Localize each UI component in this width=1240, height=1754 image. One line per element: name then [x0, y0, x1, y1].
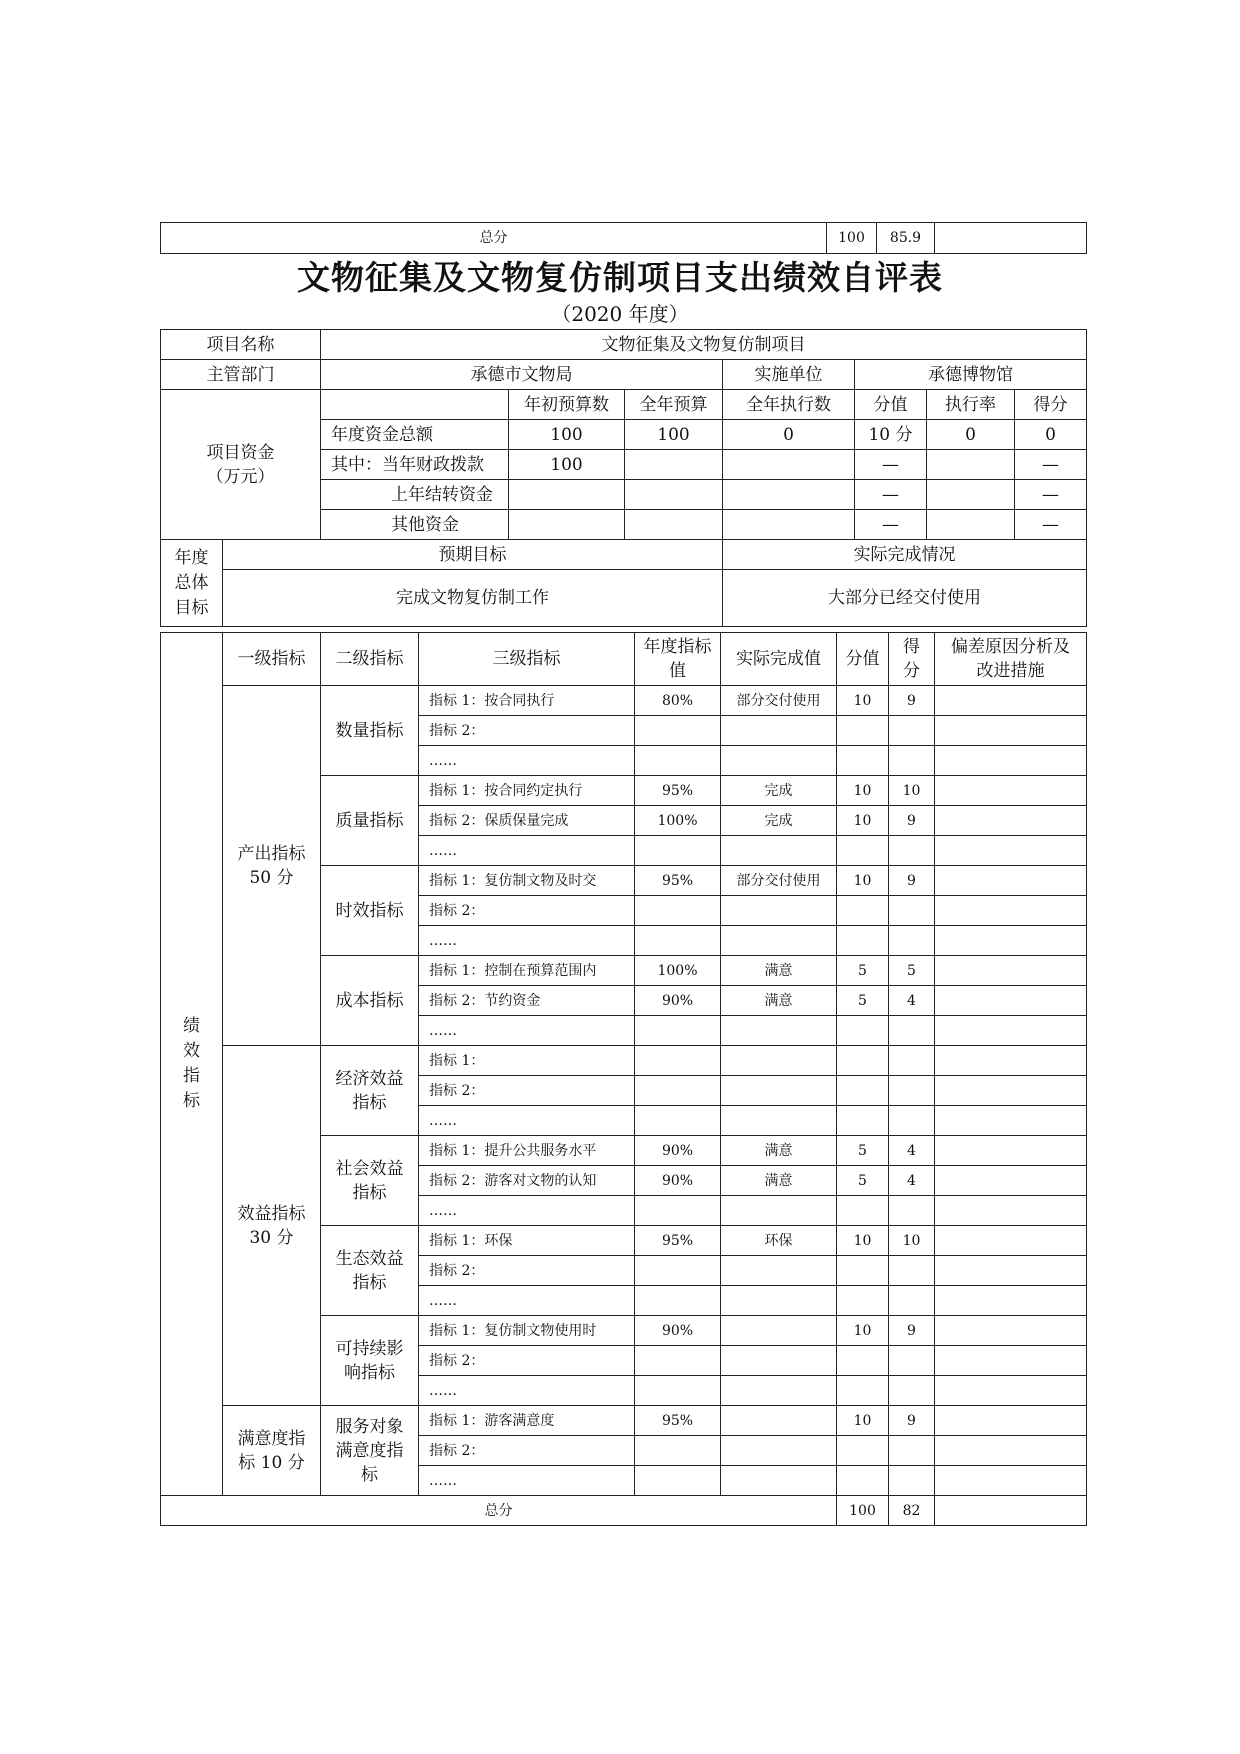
- indicator-actual: [721, 716, 837, 746]
- indicator-score: [889, 1196, 935, 1226]
- indicator-note: [935, 1046, 1087, 1076]
- level3-indicator: 指标 2：保质保量完成: [419, 806, 635, 836]
- indicator-value: [837, 1346, 889, 1376]
- indicator-target: [635, 1376, 721, 1406]
- indicator-value: 10: [837, 1316, 889, 1346]
- indicator-note: [935, 1016, 1087, 1046]
- level3-indicator: ……: [419, 746, 635, 776]
- funds-cell: —: [855, 450, 927, 480]
- indicator-target: [635, 716, 721, 746]
- indicator-target: [635, 1466, 721, 1496]
- funds-cell: [509, 480, 625, 510]
- indicator-note: [935, 1406, 1087, 1436]
- indicator-value: [837, 926, 889, 956]
- indicator-value: [837, 1256, 889, 1286]
- level2-indicator: 时效指标: [321, 866, 419, 956]
- indicator-actual: [721, 896, 837, 926]
- funds-cell: [723, 510, 855, 540]
- indicator-target: 90%: [635, 1166, 721, 1196]
- perf-total-value: 100: [837, 1496, 889, 1526]
- indicator-actual: [721, 1466, 837, 1496]
- indicator-score: 9: [889, 1316, 935, 1346]
- indicator-target: 95%: [635, 1406, 721, 1436]
- indicator-actual: [721, 1256, 837, 1286]
- indicator-target: [635, 1016, 721, 1046]
- level3-indicator: 指标 2：: [419, 1076, 635, 1106]
- indicator-score: [889, 1376, 935, 1406]
- level3-indicator: ……: [419, 1196, 635, 1226]
- funds-cell: —: [1015, 480, 1087, 510]
- indicator-note: [935, 1256, 1087, 1286]
- indicator-score: [889, 1256, 935, 1286]
- indicator-actual: [721, 1346, 837, 1376]
- indicator-actual: [721, 1016, 837, 1046]
- previous-total-score: 85.9: [877, 223, 935, 254]
- funds-cell: [927, 450, 1015, 480]
- indicator-actual: [721, 1436, 837, 1466]
- level1-indicator: 满意度指标 10 分: [223, 1406, 321, 1496]
- goal-actual-label: 实际完成情况: [723, 540, 1087, 570]
- perf-total-note: [935, 1496, 1087, 1526]
- indicator-note: [935, 1466, 1087, 1496]
- funds-cell: 0: [723, 420, 855, 450]
- indicator-note: [935, 1076, 1087, 1106]
- indicator-actual: [721, 1076, 837, 1106]
- level3-indicator: 指标 2：: [419, 1436, 635, 1466]
- perf-header: 分值: [837, 633, 889, 686]
- indicator-actual: [721, 1286, 837, 1316]
- indicator-target: [635, 1076, 721, 1106]
- indicator-note: [935, 1316, 1087, 1346]
- funds-row-label: 其他资金: [321, 510, 509, 540]
- indicator-target: 100%: [635, 956, 721, 986]
- indicator-actual: [721, 1196, 837, 1226]
- funds-cell: 100: [509, 450, 625, 480]
- level3-indicator: 指标 2：: [419, 1256, 635, 1286]
- indicator-target: 90%: [635, 1316, 721, 1346]
- indicator-value: 5: [837, 956, 889, 986]
- indicator-score: [889, 716, 935, 746]
- indicator-note: [935, 1376, 1087, 1406]
- indicator-note: [935, 746, 1087, 776]
- level3-indicator: ……: [419, 1286, 635, 1316]
- goal-expected-value: 完成文物复仿制工作: [223, 570, 723, 627]
- page-subtitle: （2020 年度）: [551, 302, 689, 326]
- level2-indicator: 生态效益指标: [321, 1226, 419, 1316]
- indicator-note: [935, 1106, 1087, 1136]
- indicator-score: 9: [889, 686, 935, 716]
- funds-cell: 100: [625, 420, 723, 450]
- indicator-score: [889, 1076, 935, 1106]
- indicator-value: [837, 716, 889, 746]
- funds-header: 得分: [1015, 390, 1087, 420]
- funds-header: 年初预算数: [509, 390, 625, 420]
- indicator-value: [837, 896, 889, 926]
- funds-cell: [509, 510, 625, 540]
- funds-cell: 0: [1015, 420, 1087, 450]
- level3-indicator: 指标 2：节约资金: [419, 986, 635, 1016]
- indicator-actual: 满意: [721, 1136, 837, 1166]
- perf-total-score: 82: [889, 1496, 935, 1526]
- indicator-note: [935, 776, 1087, 806]
- indicator-value: 10: [837, 776, 889, 806]
- previous-total-table: [160, 222, 1087, 254]
- perf-header: 一级指标: [223, 633, 321, 686]
- dept-label: 主管部门: [161, 360, 321, 390]
- annual-goal-label: 年度总体目标: [161, 540, 223, 627]
- indicator-target: [635, 1106, 721, 1136]
- perf-header: 三级指标: [419, 633, 635, 686]
- funds-cell: [927, 510, 1015, 540]
- indicator-target: 90%: [635, 1136, 721, 1166]
- project-name-label: 项目名称: [161, 330, 321, 360]
- level1-indicator: 产出指标 50 分: [223, 686, 321, 1046]
- indicator-score: [889, 836, 935, 866]
- previous-total-row: [161, 223, 1087, 254]
- indicator-score: 5: [889, 956, 935, 986]
- indicator-note: [935, 956, 1087, 986]
- indicator-note: [935, 836, 1087, 866]
- level2-indicator: 经济效益指标: [321, 1046, 419, 1136]
- indicator-value: 5: [837, 1136, 889, 1166]
- perf-header: 得分: [889, 633, 935, 686]
- indicator-value: 10: [837, 1226, 889, 1256]
- indicator-score: [889, 1286, 935, 1316]
- indicator-target: 100%: [635, 806, 721, 836]
- indicator-value: 10: [837, 866, 889, 896]
- indicator-note: [935, 1346, 1087, 1376]
- indicator-value: 10: [837, 806, 889, 836]
- funds-row-label: 其中：当年财政拨款: [321, 450, 509, 480]
- indicator-score: [889, 1436, 935, 1466]
- funds-label: 项目资金（万元）: [161, 390, 321, 540]
- level2-indicator: 可持续影响指标: [321, 1316, 419, 1406]
- indicator-note: [935, 716, 1087, 746]
- funds-cell: [625, 510, 723, 540]
- indicator-score: [889, 1466, 935, 1496]
- level3-indicator: 指标 2：: [419, 896, 635, 926]
- funds-cell: [625, 480, 723, 510]
- indicator-value: [837, 746, 889, 776]
- goal-expected-label: 预期目标: [223, 540, 723, 570]
- indicator-score: [889, 1346, 935, 1376]
- level2-indicator: 服务对象满意度指标: [321, 1406, 419, 1496]
- funds-row-label: 年度资金总额: [321, 420, 509, 450]
- indicator-note: [935, 866, 1087, 896]
- indicator-value: [837, 836, 889, 866]
- level3-indicator: 指标 2：: [419, 1346, 635, 1376]
- level2-indicator: 质量指标: [321, 776, 419, 866]
- indicator-target: [635, 1196, 721, 1226]
- funds-cell: —: [855, 510, 927, 540]
- indicator-actual: 满意: [721, 986, 837, 1016]
- indicator-target: [635, 1256, 721, 1286]
- page-title: 文物征集及文物复仿制项目支出绩效自评表: [297, 258, 943, 297]
- funds-cell: [723, 450, 855, 480]
- level2-indicator: 社会效益指标: [321, 1136, 419, 1226]
- level1-indicator: 效益指标 30 分: [223, 1046, 321, 1406]
- indicator-target: [635, 1046, 721, 1076]
- indicator-note: [935, 926, 1087, 956]
- perf-total-label: 总分: [161, 1496, 837, 1526]
- indicator-score: 9: [889, 806, 935, 836]
- level3-indicator: ……: [419, 1106, 635, 1136]
- indicator-value: 5: [837, 986, 889, 1016]
- goal-actual-value: 大部分已经交付使用: [723, 570, 1087, 627]
- funds-cell: [625, 450, 723, 480]
- indicator-target: [635, 1286, 721, 1316]
- indicator-target: [635, 1346, 721, 1376]
- indicator-row: [161, 1406, 1087, 1436]
- indicator-actual: 满意: [721, 956, 837, 986]
- indicator-value: 10: [837, 1406, 889, 1436]
- indicator-score: [889, 1016, 935, 1046]
- funds-header: 分值: [855, 390, 927, 420]
- indicator-actual: [721, 926, 837, 956]
- previous-total-label: 总分: [161, 223, 827, 254]
- indicator-value: [837, 1076, 889, 1106]
- indicator-target: [635, 746, 721, 776]
- indicator-value: [837, 1106, 889, 1136]
- indicator-value: [837, 1286, 889, 1316]
- level2-indicator: 数量指标: [321, 686, 419, 776]
- indicator-value: [837, 1466, 889, 1496]
- level3-indicator: 指标 1：环保: [419, 1226, 635, 1256]
- perf-header-row: [161, 633, 1087, 686]
- indicator-value: [837, 1046, 889, 1076]
- indicator-value: [837, 1376, 889, 1406]
- level3-indicator: 指标 1：控制在预算范围内: [419, 956, 635, 986]
- indicator-actual: [721, 746, 837, 776]
- funds-header: 执行率: [927, 390, 1015, 420]
- indicator-score: [889, 896, 935, 926]
- indicator-score: [889, 926, 935, 956]
- funds-header-blank: [321, 390, 509, 420]
- level3-indicator: 指标 1：提升公共服务水平: [419, 1136, 635, 1166]
- indicator-score: 9: [889, 866, 935, 896]
- level3-indicator: ……: [419, 1466, 635, 1496]
- perf-header: 实际完成值: [721, 633, 837, 686]
- previous-total-value: 100: [827, 223, 877, 254]
- indicator-actual: 完成: [721, 806, 837, 836]
- level3-indicator: 指标 1：游客满意度: [419, 1406, 635, 1436]
- level3-indicator: ……: [419, 1016, 635, 1046]
- perf-total-row: [161, 1496, 1087, 1526]
- level3-indicator: 指标 2：: [419, 716, 635, 746]
- level3-indicator: 指标 1：复仿制文物使用时: [419, 1316, 635, 1346]
- funds-row-label: 上年结转资金: [321, 480, 509, 510]
- indicator-actual: 部分交付使用: [721, 686, 837, 716]
- perf-header: 偏差原因分析及改进措施: [935, 633, 1087, 686]
- indicator-row: [161, 686, 1087, 716]
- perf-header: 年度指标值: [635, 633, 721, 686]
- indicator-actual: [721, 1046, 837, 1076]
- level3-indicator: ……: [419, 836, 635, 866]
- funds-cell: [723, 480, 855, 510]
- indicator-actual: 满意: [721, 1166, 837, 1196]
- indicator-score: 4: [889, 1136, 935, 1166]
- project-info-table: [160, 329, 1087, 627]
- unit-label: 实施单位: [723, 360, 855, 390]
- indicator-value: [837, 1196, 889, 1226]
- indicator-target: 95%: [635, 1226, 721, 1256]
- indicator-value: 5: [837, 1166, 889, 1196]
- indicator-value: [837, 1016, 889, 1046]
- level3-indicator: 指标 1：按合同执行: [419, 686, 635, 716]
- indicator-score: [889, 1106, 935, 1136]
- funds-cell: —: [1015, 450, 1087, 480]
- indicator-note: [935, 686, 1087, 716]
- indicator-note: [935, 1436, 1087, 1466]
- level3-indicator: ……: [419, 1376, 635, 1406]
- previous-total-note: [935, 223, 1087, 254]
- indicator-score: 9: [889, 1406, 935, 1436]
- indicator-actual: [721, 836, 837, 866]
- indicator-target: 95%: [635, 776, 721, 806]
- indicator-actual: [721, 1376, 837, 1406]
- indicator-target: [635, 836, 721, 866]
- indicator-actual: [721, 1106, 837, 1136]
- funds-cell: —: [855, 480, 927, 510]
- indicator-row: [161, 1046, 1087, 1076]
- funds-cell: 100: [509, 420, 625, 450]
- indicator-target: 95%: [635, 866, 721, 896]
- indicator-note: [935, 1286, 1087, 1316]
- perf-header: 二级指标: [321, 633, 419, 686]
- indicator-score: 4: [889, 1166, 935, 1196]
- performance-indicators-table: [160, 632, 1087, 1526]
- indicator-target: 90%: [635, 986, 721, 1016]
- funds-cell: 0: [927, 420, 1015, 450]
- indicator-value: 10: [837, 686, 889, 716]
- indicator-actual: 完成: [721, 776, 837, 806]
- indicator-target: [635, 1436, 721, 1466]
- indicator-score: 4: [889, 986, 935, 1016]
- level3-indicator: 指标 1：按合同约定执行: [419, 776, 635, 806]
- indicator-actual: 部分交付使用: [721, 866, 837, 896]
- level3-indicator: 指标 1：: [419, 1046, 635, 1076]
- indicator-actual: 环保: [721, 1226, 837, 1256]
- indicator-note: [935, 986, 1087, 1016]
- indicator-score: 10: [889, 776, 935, 806]
- indicator-note: [935, 896, 1087, 926]
- unit-value: 承德博物馆: [855, 360, 1087, 390]
- indicator-score: [889, 1046, 935, 1076]
- indicator-target: [635, 896, 721, 926]
- dept-value: 承德市文物局: [321, 360, 723, 390]
- perf-side-label: 绩效指标: [161, 633, 223, 1496]
- funds-header: 全年预算: [625, 390, 723, 420]
- funds-header: 全年执行数: [723, 390, 855, 420]
- project-name-value: 文物征集及文物复仿制项目: [321, 330, 1087, 360]
- level2-indicator: 成本指标: [321, 956, 419, 1046]
- indicator-target: [635, 926, 721, 956]
- indicator-note: [935, 1196, 1087, 1226]
- indicator-note: [935, 1166, 1087, 1196]
- indicator-note: [935, 806, 1087, 836]
- indicator-note: [935, 1226, 1087, 1256]
- level3-indicator: ……: [419, 926, 635, 956]
- indicator-score: 10: [889, 1226, 935, 1256]
- indicator-value: [837, 1436, 889, 1466]
- indicator-actual: [721, 1316, 837, 1346]
- indicator-actual: [721, 1406, 837, 1436]
- level3-indicator: 指标 1：复仿制文物及时交: [419, 866, 635, 896]
- indicator-note: [935, 1136, 1087, 1166]
- level3-indicator: 指标 2：游客对文物的认知: [419, 1166, 635, 1196]
- funds-cell: 10 分: [855, 420, 927, 450]
- funds-cell: —: [1015, 510, 1087, 540]
- indicator-score: [889, 746, 935, 776]
- indicator-target: 80%: [635, 686, 721, 716]
- funds-cell: [927, 480, 1015, 510]
